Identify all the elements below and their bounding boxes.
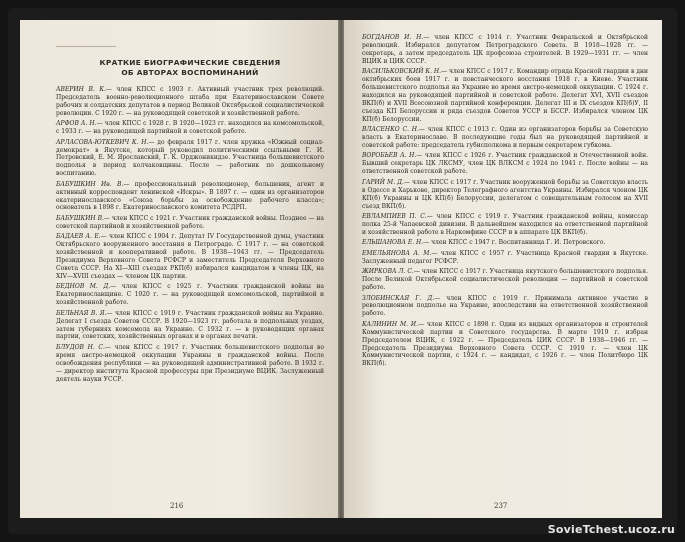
biography-entry xyxy=(56,120,324,136)
biography-entry xyxy=(362,34,648,66)
site-watermark: SovieTchest.ucoz.ru xyxy=(547,523,675,536)
biography-name: ЕВЛАМПИЕВ П. С. xyxy=(362,213,427,220)
section-title-line2: ОБ АВТОРАХ ВОСПОМИНАНИЙ xyxy=(121,68,259,77)
biography-name: ЕМЕЛЬЯНОВА А. М. xyxy=(362,249,432,257)
biography-entry xyxy=(362,126,648,150)
biography-entry xyxy=(362,295,648,319)
biography-entry xyxy=(362,152,648,176)
biography-text: — член КПСС с 1914 г. Участник Февральской и Октябрьской революций. Избирался депутатом Петроградского Совета. В 1918—1928 гг. — секретарь, а затем председатель ЦК профсоюза строителей. В 1929—1931 гг. — член ВЦИК и ЦИК СССР. xyxy=(362,34,648,65)
biography-name: БЛУДОВ Н. С. xyxy=(56,343,105,351)
biography-entry xyxy=(362,239,648,247)
biography-text: — член КПСС с 1925 г. Участник гражданской войны на Екатеринославщине. С 1920 г. — на руководящей комсомольской, партийной и хозяйственной работе. xyxy=(56,283,324,307)
biography-text: — член КПСС с 1957 г. Участница Красной гвардии в Якутске. Заслуженный педагог РСФСР. xyxy=(362,249,648,265)
biography-name: АРФОВ А. Н. xyxy=(56,120,97,128)
biography-text: — профессиональный революционер, большевик, агент и активный корреспондент ленинской «Искры». В 1897 г. — один из организаторов екатеринославского «Союза борьбы за освобождение рабочего класса»; основатель в 1898 г. Екатеринославского комитета РСДРП. xyxy=(56,180,324,212)
biography-name: БАДАЕВ А. Е. xyxy=(56,233,101,241)
biography-entry xyxy=(362,321,648,368)
biography-name: ВОРОБЬЕВ А. Н. xyxy=(362,152,417,160)
biography-entry xyxy=(362,179,648,211)
biography-name: БАБУШКИН В. xyxy=(56,214,104,222)
right-page-body xyxy=(344,20,662,518)
biography-entry xyxy=(362,213,648,237)
biography-name: БАБУШКИН Ив. В. xyxy=(56,180,124,188)
biography-entry xyxy=(56,344,324,384)
right-entries-list xyxy=(362,34,648,368)
biography-name: ЗЛОБИНСКАЯ Г. Д. xyxy=(362,294,435,302)
biography-text: — член КПСС с 1903 г. Активный участник трех революций. Председатель военно-революционного штаба при Екатеринославском Совете рабочих и солдатских депутатов в период Великой Октябрьской социалистической революции. С 1920 г. — на руководящей советской и хозяйственной работе. xyxy=(56,86,324,117)
biography-text: — член КПСС с 1919 г. Принимала активное участие в революционном подполье на Украине, впоследствии на ответственной хозяйственной работе. xyxy=(362,294,648,318)
biography-name: ВАСИЛЬКОВСКИЙ К. Н. xyxy=(362,68,442,76)
biography-entry xyxy=(362,268,648,292)
biography-text: — член КПСС с 1913 г. Один из организаторов борьбы за Советскую власть в Екатеринославе. В последующие годы был на руководящей партийной и советской работе: председатель губисполкома и первым секретарем губкома. xyxy=(362,126,648,149)
section-title-line1: КРАТКИЕ БИОГРАФИЧЕСКИЕ СВЕДЕНИЯ xyxy=(99,58,281,67)
biography-entry xyxy=(56,181,324,213)
biography-name: ГАРИЙ М. Д. xyxy=(362,178,404,186)
biography-name: АРЛАСОВА-ЮТКЕВИЧ К. Н. xyxy=(56,138,149,146)
biography-entry xyxy=(56,233,324,280)
page-number-left: 216 xyxy=(170,502,184,510)
biography-entry xyxy=(362,68,648,123)
biography-entry xyxy=(56,86,324,118)
biography-entry xyxy=(56,283,324,307)
biography-text: — член КПСС с 1898 г. Один из видных организаторов и строителей Коммунистической партии и Советского государства. В марте 1919 г. избран Председателем ВЦИК, с 1922 г. — Председатель ЦИК СССР. В 1938—1946 гг. — Председатель Президиума Верховного Совета СССР. С 1919 г. — член ЦК Коммунистической партии, с 1924 г. — кандидат, с 1926 г. — член Политбюро ЦК ВКП(б). xyxy=(362,320,648,368)
biography-name: БЕЛЬНАЯ В. Я. xyxy=(56,309,107,317)
biography-text: — до февраля 1917 г. член кружка «Южный социал-демократ» в Якутске, который руководил политическими ссыльными Г. И. Петровский, Е. М. Ярославский, Г. К. Орджоникидзе. Участница большевистского подполья в период колчаковщины. После — работник по дошкольному воспитанию. xyxy=(56,138,324,178)
biography-text: — член КПСС с 1947 г. Воспитанница Г. И. Петровского. xyxy=(423,239,606,247)
biography-text: — член КПСС с 1921 г. Участник гражданской войны. Позднее — на советской партийной и хозяйственной работе. xyxy=(56,214,324,230)
biography-entry xyxy=(362,250,648,266)
biography-name: ЕЛЬШАНОВА Е. Н. xyxy=(362,239,424,247)
biography-text: — член КПСС с 1904 г. Депутат IV Государственной думы, участник Октябрьского вооруженного восстания в Петрограде. С 1917 г. — на советской хозяйственной и кооперативной работе. В 1938—1943 гг. — Председатель Президиума Верховного Совета РСФСР и заместитель Председателя Верховного Совета СССР. На XI—XIII съездах РКП(б) избирался кандидатом в члены ЦК, на XIV—XVIII съездах — членом ЦК партии. xyxy=(56,233,325,280)
biography-entry xyxy=(56,310,324,342)
biography-text: — член КПСС с 1926 г. Участник гражданской и Отечественной войн. Бывший секретарь ЦК ЛКСМУ, член ЦК ВЛКСМ с 1924 по 1941 г. После войны — на ответственной советской работе. xyxy=(362,152,648,176)
right-page xyxy=(344,20,662,518)
biography-entry xyxy=(56,215,324,231)
biography-name: ЖИРКОВА Л. С. xyxy=(362,268,414,276)
biography-name: АВЕРИН В. К. xyxy=(56,86,106,93)
biography-text: — член КПСС с 1919 г. Участник гражданской войны на Украине. Делегат I съезда Советов СССР. В 1920—1923 гг. работала в подпольных уездах, затем губерниях комсомола на Украине. С 1932 г. — в руководящих органах партии, советских, хозяйственных органах и в органах печати. xyxy=(56,309,324,341)
biography-entry xyxy=(56,139,324,179)
section-title xyxy=(56,58,324,78)
page-number-right: 237 xyxy=(494,502,508,510)
biography-name: БЕДНОВ М. Д. xyxy=(56,283,111,291)
biography-text: — член КПСС с 1917 г. Участница якутского большевистского подполья. После Великой Октябрьской социалистической революции — партийной и советской работе. xyxy=(362,268,648,292)
biography-text: — член КПСС с 1917 г. Участник вооруженной борьбы за Советскую власть в Одессе и Харькове, директор Телеграфного агентства Украины. Избирался членом ЦК КП(б) Украины и ЦК КП(б) Белоруссии, делегатом с совещательным голосом на XVII съезд ВКП(б). xyxy=(362,178,648,210)
biography-name: БОГДАНОВ И. Н. xyxy=(362,34,424,41)
biography-text: — член КПСС с 1917 г. Участник большевистского подполья во время австро-немецкой оккупации Украины и гражданской войны. После освобождения республики — на руководящей административной работе. В 1932 г. — директор института Красной профессуры при Президиуме ВЦИК. Заслуженный деятель науки УССР. xyxy=(56,343,324,383)
biography-text: — член КПСС с 1919 г. Участник гражданской войны, комиссар полка 25-й Чапаевской дивизии. В дальнейшем находился на ответственной партийной и хозяйственной работе в Наркомфине СССР и в аппарате ЦК ВКП(б). xyxy=(362,213,648,236)
biography-name: КАЛИНИН М. И. xyxy=(362,320,419,328)
left-entries-list xyxy=(56,86,324,383)
biography-text: — член КПСС с 1928 г. В 1920—1923 гг. находился на комсомольской, с 1933 г. — на руководящей партийной и советской работе. xyxy=(56,120,324,136)
left-page xyxy=(20,20,338,518)
biography-name: ВЛАСЕНКО С. Н. xyxy=(362,126,419,134)
left-page-body xyxy=(20,20,338,518)
biography-text: — член КПСС с 1917 г. Командир отряда Красной гвардии в дни октябрьских боев 1917 г. и повстанческого восстания 1918 г. в Киеве. Участник большевистского подполья на Украине во время австро-немецкой оккупации. С 1924 г. находился на руководящей партийной и советской работе. Делегат XVI, XVII съездов ВКП(б) и XVII Всесоюзной партийной конференции. Делегат III и IX съездов КП(б)У, II съезда КП Белоруссии и ряда съездов Советов УССР и БССР. Избирался членом ЦК КП(б) Белоруссии. xyxy=(362,68,648,123)
